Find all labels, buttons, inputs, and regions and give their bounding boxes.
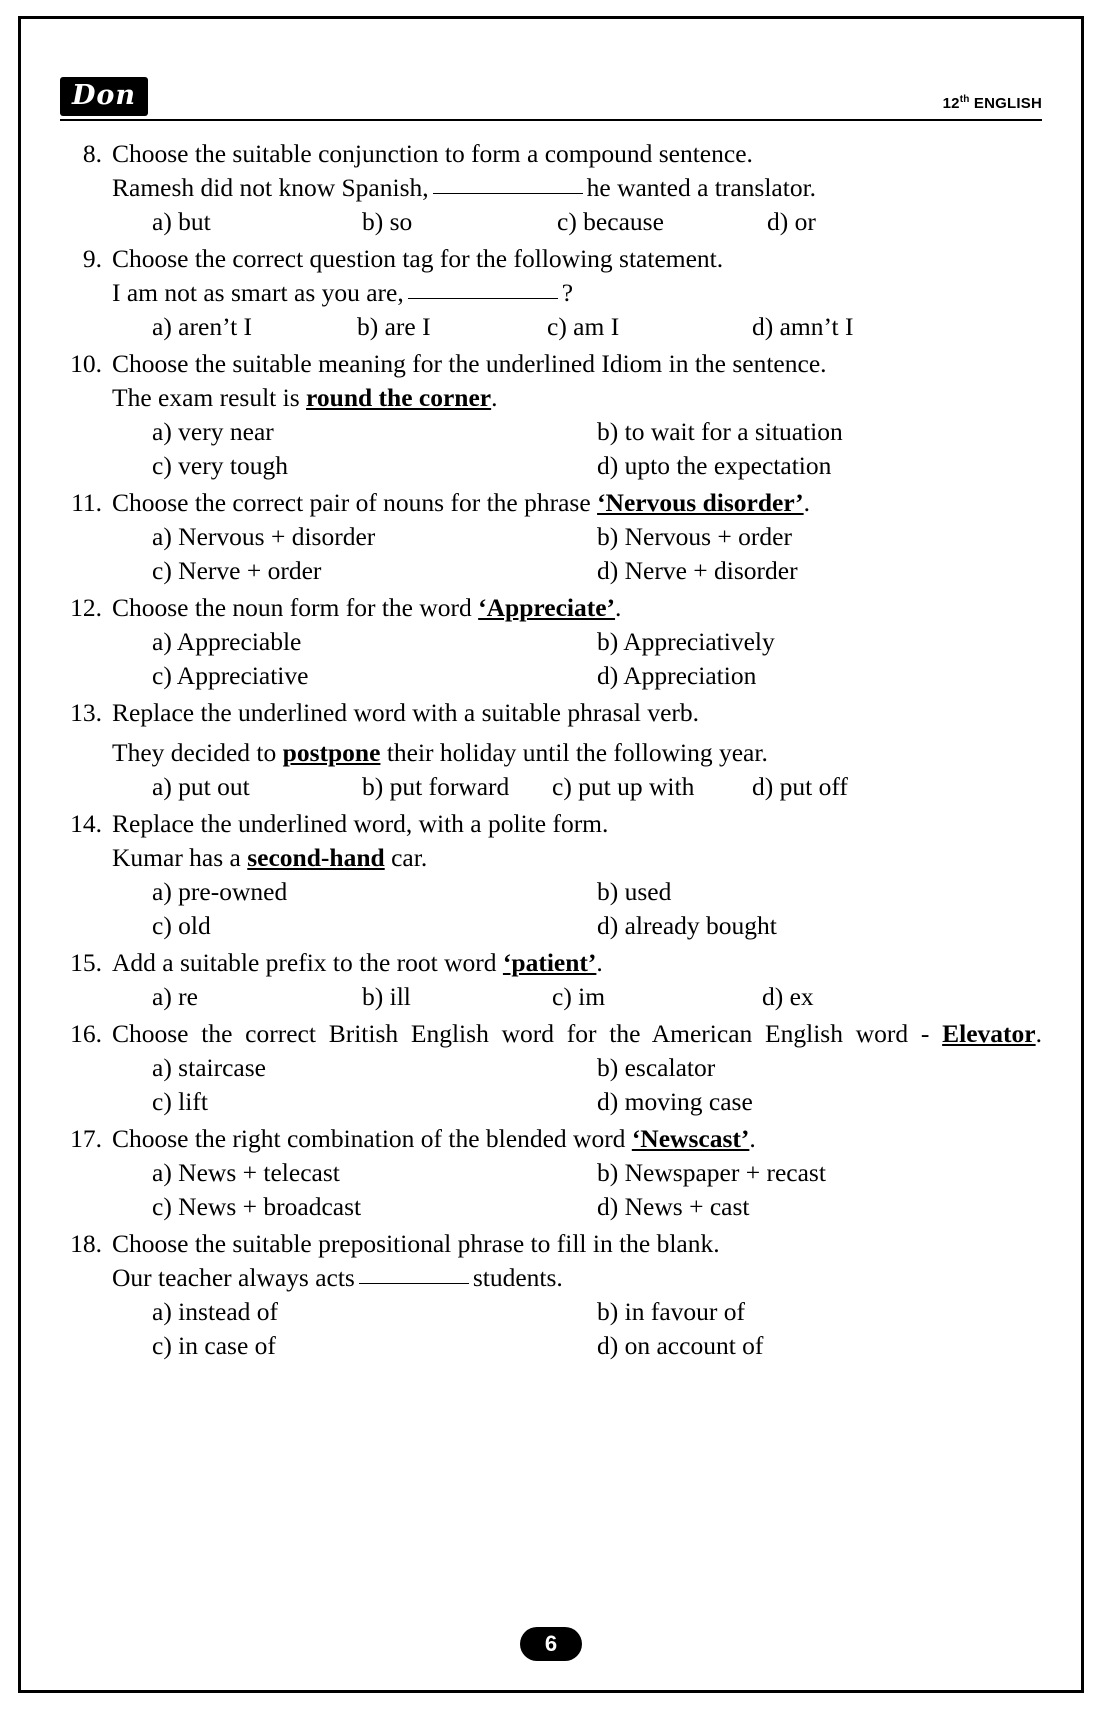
question-sentence <box>112 841 1042 875</box>
option-c[interactable]: c) Nerve + order <box>152 556 322 585</box>
option-d[interactable]: d) already bought <box>597 911 777 940</box>
page-number-badge: 6 <box>520 1627 582 1661</box>
header-grade: 12 <box>942 95 960 112</box>
stem-post: . <box>615 593 622 622</box>
question-item <box>60 486 1042 588</box>
question-stem <box>112 486 1042 520</box>
option-a[interactable]: a) pre-owned <box>152 877 288 906</box>
option-b[interactable]: b) ill <box>362 982 411 1011</box>
question-body <box>112 486 1042 588</box>
question-sentence <box>112 736 1042 770</box>
highlighted-word: Elevator <box>942 1019 1036 1048</box>
option-c[interactable]: c) in case of <box>152 1331 276 1360</box>
page-content <box>60 70 1042 1366</box>
question-sentence <box>112 276 1042 310</box>
option-d[interactable]: d) Nerve + disorder <box>597 556 798 585</box>
question-sentence <box>112 1261 1042 1295</box>
question-stem: Choose the correct question tag for the following statement. <box>112 244 724 273</box>
sentence-pre: The exam result is <box>112 383 300 412</box>
option-a[interactable]: a) re <box>152 982 198 1011</box>
option-d[interactable]: d) moving case <box>597 1087 753 1116</box>
sentence-pre: Kumar has a <box>112 843 241 872</box>
option-a[interactable]: a) but <box>152 207 211 236</box>
question-body <box>112 1122 1042 1224</box>
question-number: 11. <box>71 488 102 517</box>
option-a[interactable]: a) very near <box>152 417 274 446</box>
option-b[interactable]: b) to wait for a situation <box>597 417 843 446</box>
question-body <box>112 242 1042 344</box>
option-a[interactable]: a) News + telecast <box>152 1158 340 1187</box>
question-number: 8. <box>82 139 102 168</box>
underlined-word: postpone <box>282 738 381 767</box>
question-sentence <box>112 171 1042 205</box>
option-row <box>112 415 1042 483</box>
option-row <box>112 1295 1042 1363</box>
sentence-pre: Our teacher always acts <box>112 1263 355 1292</box>
option-row <box>112 520 1042 588</box>
option-row <box>112 1051 1042 1119</box>
option-b[interactable]: b) in favour of <box>597 1297 745 1326</box>
question-body <box>112 347 1042 483</box>
option-b[interactable]: b) Nervous + order <box>597 522 792 551</box>
question-body <box>112 137 1042 239</box>
option-b[interactable]: b) are I <box>357 312 431 341</box>
question-body <box>112 807 1042 943</box>
blank-line <box>433 193 583 194</box>
option-a[interactable]: a) Nervous + disorder <box>152 522 376 551</box>
blank-line <box>359 1283 469 1284</box>
question-item <box>60 591 1042 693</box>
stem-pre: Choose the correct British English word for the American English word - <box>112 1019 930 1048</box>
question-number: 9. <box>82 244 102 273</box>
question-item <box>60 946 1042 1014</box>
option-row <box>112 980 1042 1014</box>
option-a[interactable]: a) staircase <box>152 1053 266 1082</box>
question-stem: Choose the suitable conjunction to form a compound sentence. <box>112 139 753 168</box>
option-row <box>112 205 1042 239</box>
sentence-pre: They decided to <box>112 738 277 767</box>
question-number: 16. <box>70 1019 102 1048</box>
question-stem <box>112 1122 1042 1156</box>
question-item <box>60 242 1042 344</box>
option-d[interactable]: d) News + cast <box>597 1192 750 1221</box>
question-stem <box>112 946 1042 980</box>
question-number: 18. <box>70 1229 102 1258</box>
sentence-post: students. <box>472 1263 563 1292</box>
option-c[interactable]: c) im <box>552 982 606 1011</box>
question-stem <box>112 1017 1042 1051</box>
question-number: 17. <box>70 1124 102 1153</box>
question-item <box>60 137 1042 239</box>
question-stem: Choose the suitable prepositional phrase to fill in the blank. <box>112 1229 720 1258</box>
question-stem <box>112 591 1042 625</box>
option-d[interactable]: d) amn’t I <box>752 312 854 341</box>
question-stem: Replace the underlined word, with a polite form. <box>112 809 609 838</box>
option-d[interactable]: d) or <box>767 207 816 236</box>
question-item <box>60 807 1042 943</box>
stem-pre: Choose the noun form for the word <box>112 593 472 622</box>
publisher-logo: Don <box>60 77 148 116</box>
option-b[interactable]: b) used <box>597 877 672 906</box>
stem-pre: Add a suitable prefix to the root word <box>112 948 497 977</box>
option-c[interactable]: c) am I <box>547 312 620 341</box>
option-b[interactable]: b) Newspaper + recast <box>597 1158 826 1187</box>
option-d[interactable]: d) on account of <box>597 1331 764 1360</box>
question-number: 12. <box>70 593 102 622</box>
sentence-pre: I am not as smart as you are, <box>112 278 404 307</box>
option-c[interactable]: c) News + broadcast <box>152 1192 362 1221</box>
option-c[interactable]: c) old <box>152 911 211 940</box>
option-c[interactable]: c) very tough <box>152 451 288 480</box>
stem-post: . <box>596 948 603 977</box>
underlined-word: second-hand <box>247 843 385 872</box>
stem-pre: Choose the right combination of the blended word <box>112 1124 626 1153</box>
question-item <box>60 1227 1042 1363</box>
question-stem: Choose the suitable meaning for the underlined Idiom in the sentence. <box>112 349 827 378</box>
header-subject-label: ENGLISH <box>973 95 1042 112</box>
highlighted-word: ‘Appreciate’ <box>478 593 616 622</box>
sentence-post: . <box>491 383 498 412</box>
option-row <box>112 625 1042 693</box>
option-row <box>112 875 1042 943</box>
sentence-post: their holiday until the following year. <box>386 738 768 767</box>
question-item <box>60 347 1042 483</box>
question-item <box>60 696 1042 804</box>
question-item <box>60 1017 1042 1119</box>
question-number: 14. <box>70 809 102 838</box>
sentence-post: ? <box>561 278 574 307</box>
page-header <box>60 70 1042 121</box>
option-a[interactable]: a) Appreciable <box>152 627 302 656</box>
header-subject <box>943 94 1042 116</box>
sentence-pre: Ramesh did not know Spanish, <box>112 173 429 202</box>
option-c[interactable]: c) lift <box>152 1087 208 1116</box>
option-b[interactable]: b) escalator <box>597 1053 716 1082</box>
highlighted-phrase: ‘Nervous disorder’ <box>597 488 804 517</box>
sentence-post: he wanted a translator. <box>586 173 817 202</box>
highlighted-word: ‘patient’ <box>502 948 597 977</box>
sentence-post: car. <box>391 843 428 872</box>
option-d[interactable]: d) ex <box>762 982 814 1011</box>
question-body <box>112 696 1042 804</box>
option-b[interactable]: b) so <box>362 207 413 236</box>
option-d[interactable]: d) put off <box>752 772 848 801</box>
question-body <box>112 1227 1042 1363</box>
stem-post: . <box>749 1124 756 1153</box>
highlighted-word: ‘Newscast’ <box>631 1124 750 1153</box>
blank-line <box>408 298 558 299</box>
question-number: 13. <box>70 698 102 727</box>
question-list <box>60 137 1042 1363</box>
option-c[interactable]: c) because <box>557 207 664 236</box>
question-stem: Replace the underlined word with a suitable phrasal verb. <box>112 698 700 727</box>
option-b[interactable]: b) Appreciatively <box>597 627 775 656</box>
option-c[interactable]: c) Appreciative <box>152 661 309 690</box>
option-a[interactable]: a) aren’t I <box>152 312 253 341</box>
option-row <box>112 310 1042 344</box>
header-grade-suffix: th <box>959 94 970 105</box>
option-row <box>112 1156 1042 1224</box>
option-d[interactable]: d) Appreciation <box>597 661 757 690</box>
option-a[interactable]: a) instead of <box>152 1297 279 1326</box>
question-item <box>60 1122 1042 1224</box>
option-row <box>112 770 1042 804</box>
question-number: 15. <box>70 948 102 977</box>
stem-pre: Choose the correct pair of nouns for the phrase <box>112 488 591 517</box>
option-d[interactable]: d) upto the expectation <box>597 451 832 480</box>
underlined-idiom: round the corner <box>306 383 492 412</box>
question-sentence <box>112 381 1042 415</box>
stem-post: . <box>1035 1019 1042 1048</box>
option-b[interactable]: b) put forward <box>362 772 510 801</box>
option-a[interactable]: a) put out <box>152 772 250 801</box>
stem-post: . <box>803 488 810 517</box>
question-body <box>112 591 1042 693</box>
question-body <box>112 1017 1042 1119</box>
question-number: 10. <box>70 349 102 378</box>
question-body <box>112 946 1042 1014</box>
option-c[interactable]: c) put up with <box>552 772 695 801</box>
